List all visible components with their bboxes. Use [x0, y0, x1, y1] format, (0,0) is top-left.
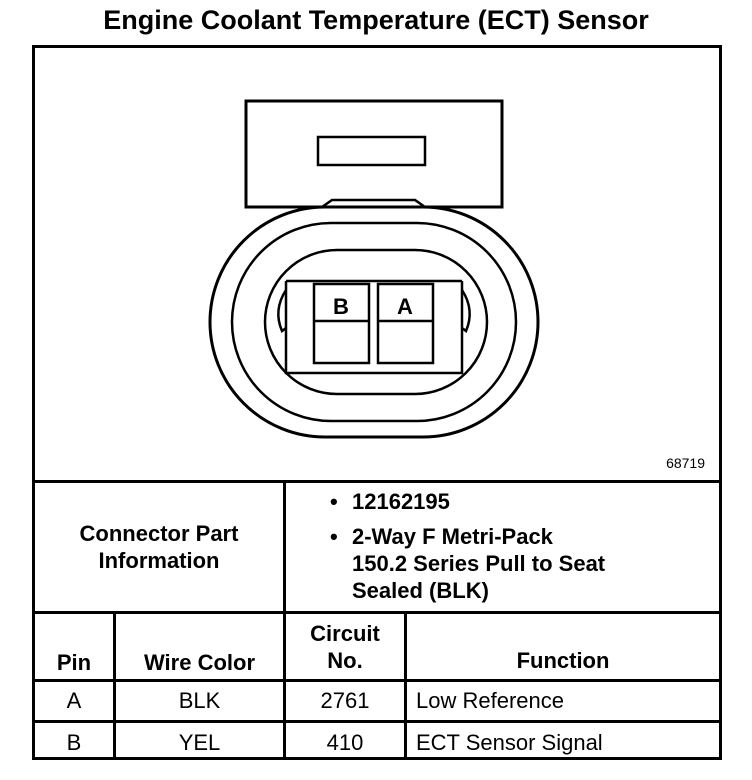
row-b-pin: B: [66, 730, 82, 755]
row-a-pin: A: [66, 688, 82, 713]
header-circuit-line2: No.: [327, 648, 363, 673]
connector-description-line1: 2-Way F Metri-Pack: [352, 524, 553, 549]
divider-part-info-col: [283, 480, 286, 614]
header-pin: Pin: [56, 650, 92, 675]
connector-part-info-list: [328, 488, 708, 612]
header-function: Function: [516, 648, 610, 673]
connector-info-frame: [32, 45, 722, 760]
part-number-text: 12162195: [352, 489, 450, 514]
connector-latch-tab: [318, 137, 425, 165]
row-b-wire-color: YEL: [178, 730, 221, 755]
row-a-wire-color: BLK: [178, 688, 221, 713]
figure-number: 68719: [666, 455, 705, 471]
part-number-item: [328, 488, 708, 515]
connector-outer-shroud: [210, 207, 538, 437]
connector-latch-housing: [246, 101, 502, 207]
connector-face-diagram: [35, 48, 719, 480]
row-b-circuit: 410: [326, 730, 364, 755]
header-circuit-line1: Circuit: [310, 621, 380, 646]
cavity-label-b: B: [333, 294, 349, 319]
header-wire-color: Wire Color: [143, 650, 256, 675]
connector-description-item: [328, 523, 708, 604]
connector-description-line3: Sealed (BLK): [352, 578, 489, 603]
row-b-function: ECT Sensor Signal: [416, 730, 603, 755]
cavity-label-a: A: [397, 294, 413, 319]
connector-cavity-outline: [286, 281, 462, 373]
connector-part-info-label-line2: Information: [98, 548, 220, 573]
page-title: Engine Coolant Temperature (ECT) Sensor: [103, 5, 649, 35]
divider-row-a: [35, 720, 719, 723]
header-circuit-no: [286, 620, 404, 674]
row-a-function: Low Reference: [416, 688, 564, 713]
connector-description-line2: 150.2 Series Pull to Seat: [352, 551, 606, 576]
connector-middle-shroud: [232, 223, 516, 421]
divider-header: [35, 679, 719, 682]
row-a-circuit: 2761: [320, 688, 370, 713]
divider-col-circuit: [404, 611, 407, 760]
connector-part-info-label-line1: Connector Part: [79, 521, 239, 546]
connector-part-info-label: [35, 483, 283, 611]
